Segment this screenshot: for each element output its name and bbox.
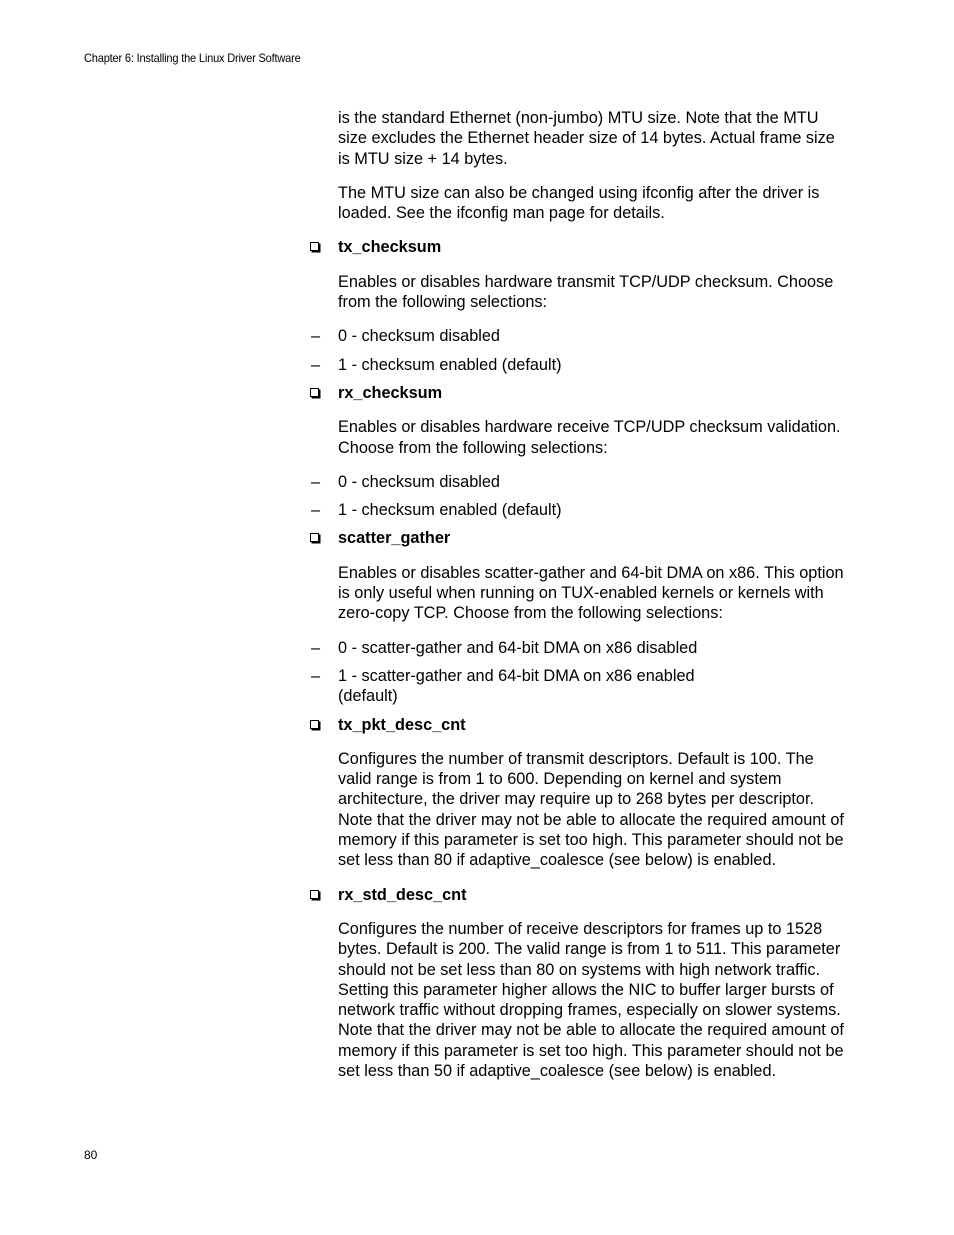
dash-bullet-icon: –: [311, 355, 321, 374]
dash-bullet-icon: –: [311, 666, 321, 685]
choice-item: [311, 500, 844, 520]
option-description: Enables or disables hardware transmit TCP/UDP checksum. Choose from the following selections:: [338, 272, 834, 312]
option-name: rx_std_desc_cnt: [338, 885, 467, 904]
choice-item: [311, 355, 844, 375]
choice-item: [311, 326, 844, 346]
dash-bullet-icon: –: [311, 638, 321, 657]
option-heading-rx-checksum: [338, 383, 844, 403]
page-body: [311, 108, 844, 1095]
option-heading-tx-checksum: [338, 237, 844, 257]
choice-item: [311, 666, 728, 707]
checkbox-bullet-icon: [310, 242, 319, 251]
checkbox-bullet-icon: [310, 720, 319, 729]
running-header: Chapter 6: Installing the Linux Driver Software: [84, 51, 301, 65]
option-name: scatter_gather: [338, 529, 451, 548]
choice-text: 0 - scatter-gather and 64-bit DMA on x86 disabled: [338, 638, 698, 657]
option-description: Enables or disables hardware receive TCP/UDP checksum validation. Choose from the following selections:: [338, 418, 841, 457]
page-number: 80: [84, 1148, 98, 1162]
option-heading-tx-pkt-desc-cnt: [338, 715, 844, 735]
option-description: Configures the number of transmit descriptors. Default is 100. The valid range is from 1 to 600. Depending on kernel and system architecture, the driver may require up to 268 bytes per descriptor. Note that the driver may not be able to allocate the required amount of memory if this parameter is set too high. This parameter should not be set less than 80 if adaptive_coalesce (see below) is enabled.: [338, 749, 844, 870]
choice-text: 1 - checksum enabled (default): [338, 501, 562, 520]
option-heading-rx-std-desc-cnt: [338, 885, 844, 905]
choice-item: [311, 638, 844, 658]
option-description: Configures the number of receive descriptors for frames up to 1528 bytes. Default is 200. The valid range is from 1 to 511. This parameter should not be set less than 80 on systems with high network traffic. Setting this parameter higher allows the NIC to buffer larger bursts of network traffic without dropping frames, especially on slower systems. Note that the driver may not be able to allocate the required amount of memory if this parameter is set too high. This parameter should not be set less than 50 if adaptive_coalesce (see below) is enabled.: [338, 919, 844, 1080]
option-description: Enables or disables scatter-gather and 64-bit DMA on x86. This option is only useful when running on TUX-enabled kernels or kernels with zero-copy TCP. Choose from the following selections:: [338, 563, 844, 623]
choice-text: 1 - scatter-gather and 64-bit DMA on x86 enabled (default): [338, 666, 695, 706]
dash-bullet-icon: –: [311, 327, 321, 346]
choice-text: 0 - checksum disabled: [338, 472, 500, 491]
checkbox-bullet-icon: [310, 890, 319, 899]
choice-item: [311, 472, 844, 492]
checkbox-bullet-icon: [310, 533, 319, 542]
option-name: tx_pkt_desc_cnt: [338, 715, 466, 734]
choice-text: 1 - checksum enabled (default): [338, 355, 562, 374]
option-name: tx_checksum: [338, 238, 442, 257]
choice-text: 0 - checksum disabled: [338, 327, 500, 346]
dash-bullet-icon: –: [311, 501, 321, 520]
option-name: rx_checksum: [338, 383, 443, 402]
option-heading-scatter-gather: [338, 528, 844, 548]
intro-paragraph: The MTU size can also be changed using ifconfig after the driver is loaded. See the ifconfig man page for details.: [338, 183, 820, 223]
checkbox-bullet-icon: [310, 388, 319, 397]
dash-bullet-icon: –: [311, 472, 321, 491]
intro-paragraph: is the standard Ethernet (non-jumbo) MTU size. Note that the MTU size excludes the Ethernet header size of 14 bytes. Actual frame size is MTU size + 14 bytes.: [338, 109, 835, 168]
